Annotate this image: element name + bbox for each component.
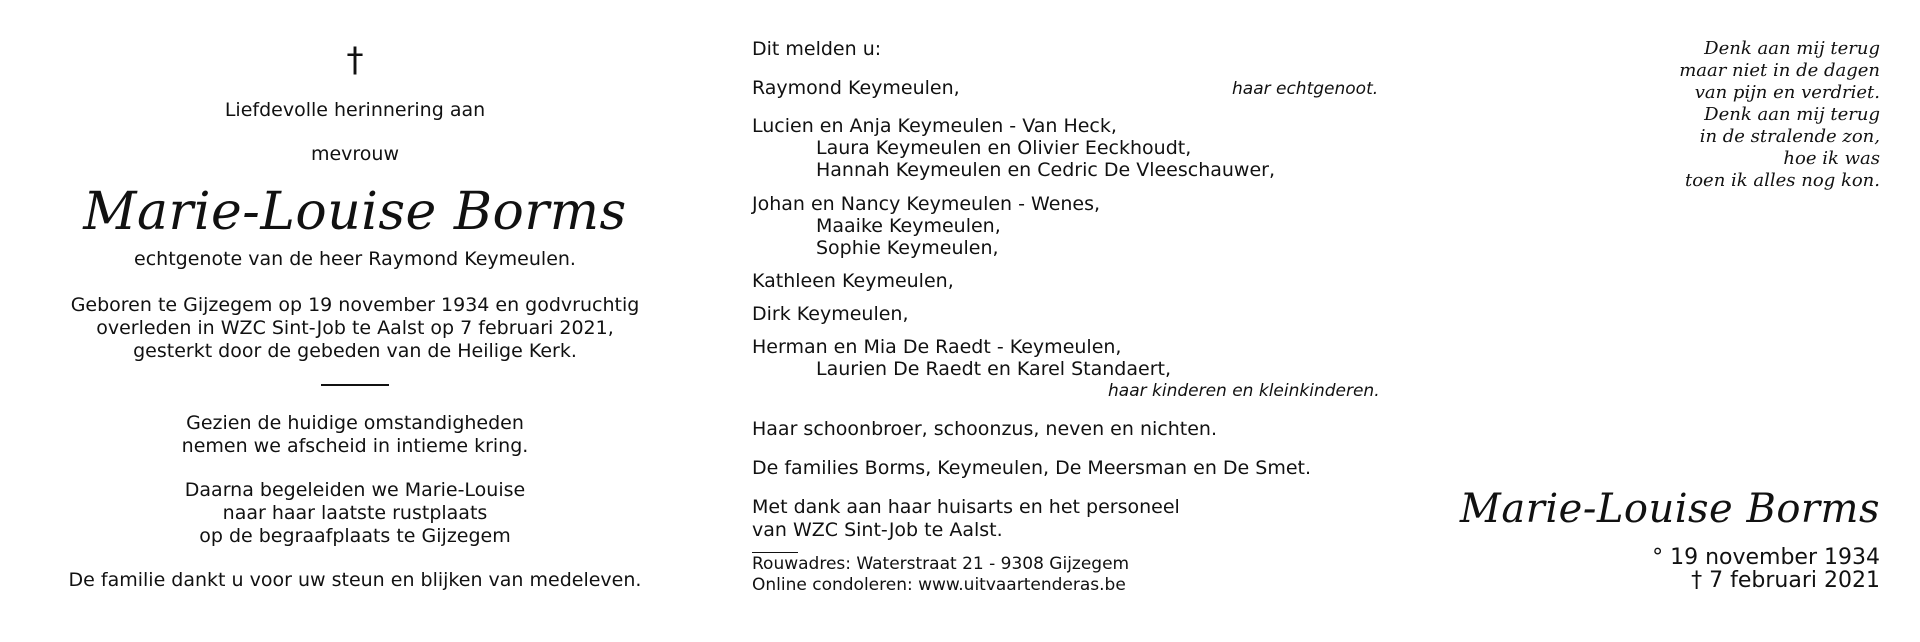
cross-icon: † xyxy=(346,40,364,80)
burial-line: Daarna begeleiden we Marie-Louise xyxy=(184,479,526,501)
husband-role: haar echtgenoot. xyxy=(1232,79,1379,99)
children-role: haar kinderen en kleinkinderen. xyxy=(1108,381,1380,401)
family-head: Lucien en Anja Keymeulen - Van Heck, xyxy=(752,115,1117,137)
spouse-text: echtgenote van de heer Raymond Keymeulen. xyxy=(134,248,576,270)
poem-line: hoe ik was xyxy=(1783,148,1880,169)
family-head: Herman en Mia De Raedt - Keymeulen, xyxy=(752,336,1122,358)
burial-line: op de begraafplaats te Gijzegem xyxy=(199,525,511,547)
deceased-name-signature: Marie-Louise Borms xyxy=(1459,486,1880,532)
family-announcement-panel xyxy=(752,0,1392,642)
poem-line: Denk aan mij terug xyxy=(1704,104,1880,125)
divider xyxy=(321,384,389,386)
burial-line: naar haar laatste rustplaats xyxy=(222,502,488,524)
inlaws-text: Haar schoonbroer, schoonzus, neven en nichten. xyxy=(752,418,1217,440)
birth-date: ° 19 november 1934 xyxy=(1652,545,1880,570)
families-text: De families Borms, Keymeulen, De Meersman en De Smet. xyxy=(752,457,1312,479)
family-child: Laurien De Raedt en Karel Standaert, xyxy=(816,358,1171,380)
family-child: Sophie Keymeulen, xyxy=(816,237,999,259)
thanks-text: De familie dankt u voor uw steun en blijken van medeleven. xyxy=(68,569,642,591)
poem-line: van pijn en verdriet. xyxy=(1694,82,1880,103)
family-head: Kathleen Keymeulen, xyxy=(752,270,954,292)
online-condolences-text: Online condoleren: www.uitvaartenderas.be xyxy=(752,575,1126,595)
address-text: Rouwadres: Waterstraat 21 - 9308 Gijzegem xyxy=(752,554,1130,574)
family-head: Johan en Nancy Keymeulen - Wenes, xyxy=(752,193,1101,215)
family-child: Maaike Keymeulen, xyxy=(816,215,1001,237)
poem-line: Denk aan mij terug xyxy=(1704,38,1880,59)
born-line: overleden in WZC Sint-Job te Aalst op 7 februari 2021, xyxy=(96,317,614,339)
circumstances-line: Gezien de huidige omstandigheden xyxy=(186,412,524,434)
husband-name: Raymond Keymeulen, xyxy=(752,77,960,99)
death-date: † 7 februari 2021 xyxy=(1691,568,1880,593)
poem-line: in de stralende zon, xyxy=(1699,126,1880,147)
born-line: gesterkt door de gebeden van de Heilige Kerk. xyxy=(133,340,577,362)
poem-line: maar niet in de dagen xyxy=(1679,60,1880,81)
family-child: Hannah Keymeulen en Cedric De Vleeschauwer, xyxy=(816,159,1276,181)
circumstances-line: nemen we afscheid in intieme kring. xyxy=(181,435,529,457)
title-text: mevrouw xyxy=(310,143,400,165)
memorial-left-panel xyxy=(40,0,670,642)
poem-panel xyxy=(1460,0,1880,642)
deceased-name: Marie-Louise Borms xyxy=(83,182,627,242)
family-head: Dirk Keymeulen, xyxy=(752,303,909,325)
intro-text: Liefdevolle herinnering aan xyxy=(224,99,486,121)
thanks-line: van WZC Sint-Job te Aalst. xyxy=(752,519,1003,541)
born-line: Geboren te Gijzegem op 19 november 1934 en godvruchtig xyxy=(70,294,640,316)
poem-line: toen ik alles nog kon. xyxy=(1684,170,1880,191)
thanks-line: Met dank aan haar huisarts en het personeel xyxy=(752,496,1180,518)
announce-text: Dit melden u: xyxy=(752,38,882,60)
family-child: Laura Keymeulen en Olivier Eeckhoudt, xyxy=(816,137,1192,159)
